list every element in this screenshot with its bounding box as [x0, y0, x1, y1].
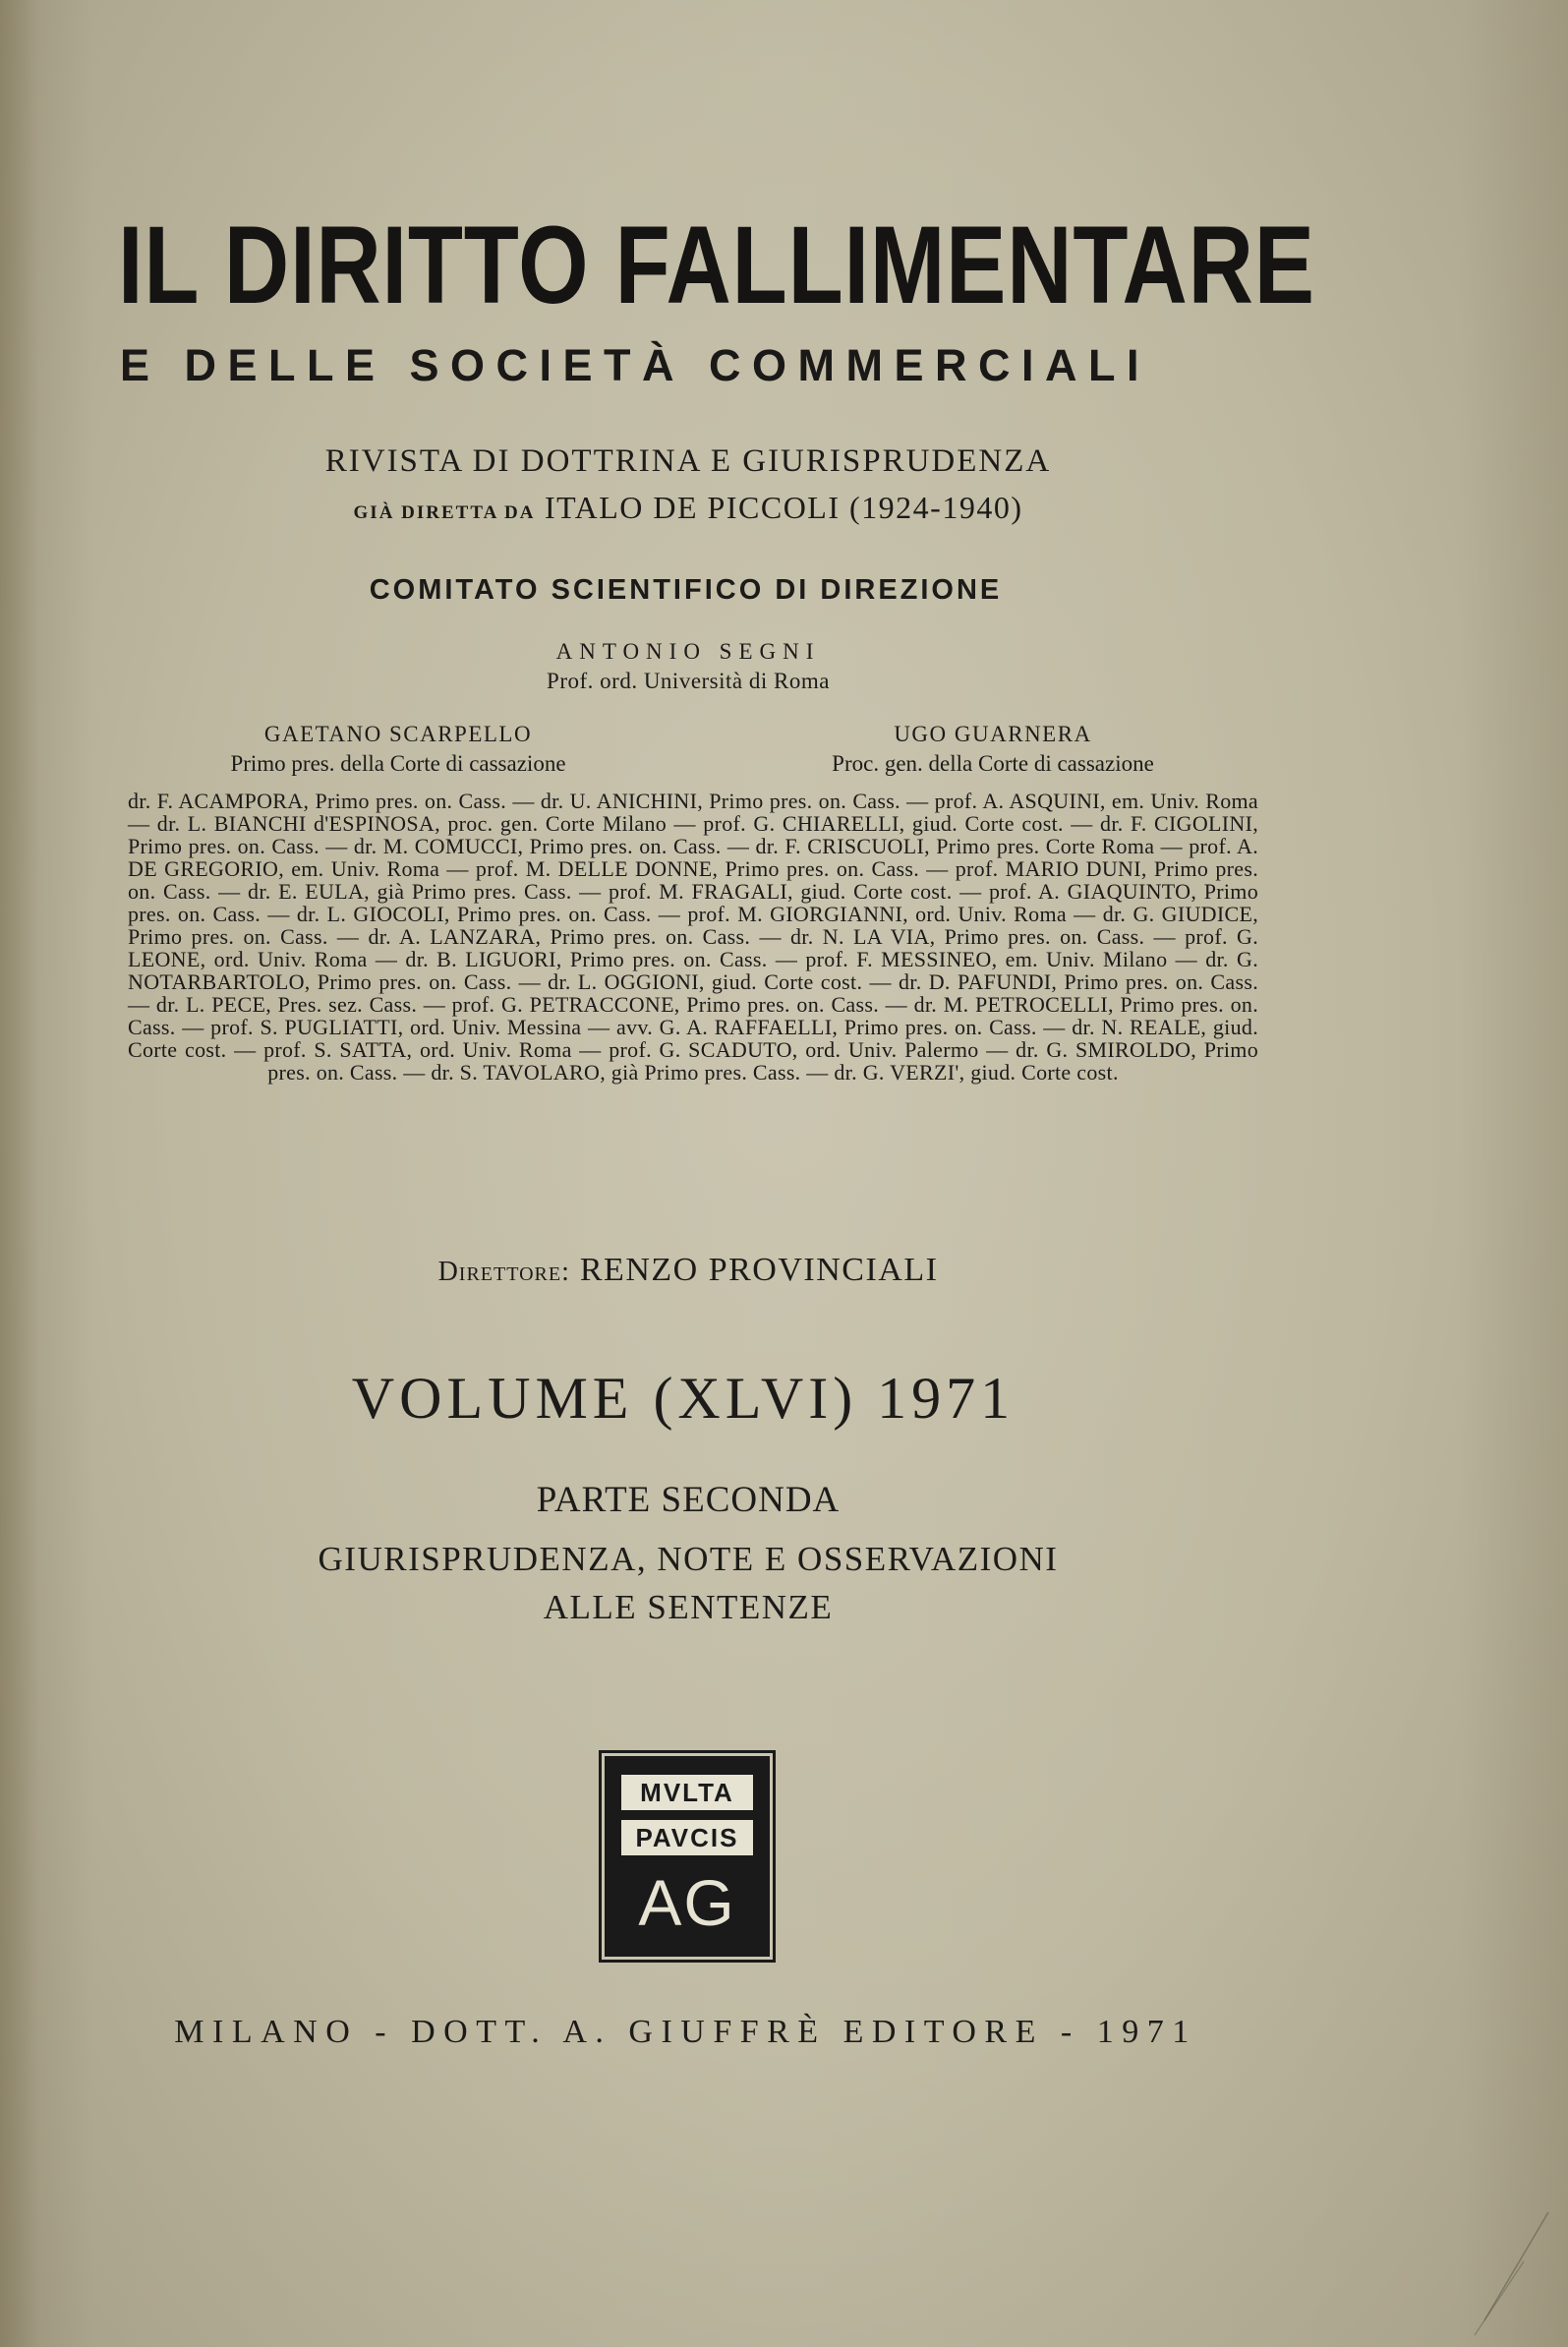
former-direction-line: [0, 487, 1376, 534]
committee-left-role: Primo pres. della Corte di cassazione: [230, 751, 566, 776]
publisher-logo: [605, 1756, 770, 1957]
journal-title: IL DIRITTO FALLIMENTARE: [118, 204, 1315, 326]
committee-left-name: GAETANO SCARPELLO: [263, 722, 533, 746]
committee-heading: COMITATO SCIENTIFICO DI DIREZIONE: [369, 574, 1003, 606]
former-direction-label: GIÀ DIRETTA DA: [353, 502, 536, 523]
director-name: RENZO PROVINCIALI: [579, 1252, 939, 1288]
committee-left-column: [152, 720, 644, 779]
committee-president-role: Prof. ord. Università di Roma: [547, 669, 830, 693]
logo-line-2: PAVCIS: [621, 1820, 753, 1855]
publisher-line: MILANO - DOTT. A. GIUFFRÈ EDITORE - 1971: [174, 2014, 1197, 2050]
journal-subtitle: E DELLE SOCIETÀ COMMERCIALI: [120, 340, 1151, 390]
volume-part: PARTE SECONDA: [536, 1480, 841, 1520]
committee-members-list: dr. F. ACAMPORA, Primo pres. on. Cass. — dr. U. ANICHINI, Primo pres. on. Cass. — prof. A. ASQUINI, em. Univ. Roma — dr. L. BIANCHI d'ESPINOSA, proc. gen. Corte Milano — prof. G. CHIARELLI, giud. Corte cost. — dr. F. CIGOLINI, Primo pres. on. Cass. — dr. M. COMUCCI, Primo pres. on. Cass. — dr. F. CRISCUOLI, Primo pres. Corte Roma — prof. A. DE GREGORIO, em. Univ. Roma — prof. M. DELLE DONNE, Primo pres. on. Cass. — prof. MARIO DUNI, Primo pres. on. Cass. — dr. E. EULA, già Primo pres. Cass. — prof. M. FRAGALI, giud. Corte cost. — prof. A. GIAQUINTO, Primo pres. on. Cass. — dr. L. GIOCOLI, Primo pres. on. Cass. — prof. M. GIORGIANNI, ord. Univ. Roma — dr. G. GIUDICE, Primo pres. on. Cass. — dr. A. LANZARA, Primo pres. on. Cass. — dr. N. LA VIA, Primo pres. on. Cass. — prof. G. LEONE, ord. Univ. Roma — dr. B. LIGUORI, Primo pres. on. Cass. — prof. F. MESSINEO, em. Univ. Milano — dr. G. NOTARBARTOLO, Primo pres. on. Cass. — dr. L. OGGIONI, giud. Corte cost. — dr. D. PAFUNDI, Primo pres. on. Cass. — dr. L. PECE, Pres. sez. Cass. — prof. G. PETRACCONE, Primo pres. on. Cass. — dr. M. PETROCELLI, Primo pres. on. Cass. — prof. S. PUGLIATTI, ord. Univ. Messina — avv. G. A. RAFFAELLI, Primo pres. on. Cass. — dr. N. REALE, giud. Corte cost. — prof. S. SATTA, ord. Univ. Roma — prof. G. SCADUTO, ord. Univ. Palermo — dr. G. SMIROLDO, Primo pres. on. Cass. — dr. S. TAVOLARO, già Primo pres. Cass. — dr. G. VERZI', giud. Corte cost.: [128, 789, 1258, 1085]
logo-line-1: MVLTA: [621, 1775, 753, 1810]
committee-right-role: Proc. gen. della Corte di cassazione: [832, 751, 1154, 776]
director-line: [0, 1249, 1376, 1294]
logo-line-3: AG: [638, 1866, 736, 1939]
volume-content-line-2: ALLE SENTENZE: [543, 1588, 834, 1626]
committee-president-name: ANTONIO SEGNI: [555, 639, 821, 664]
former-director-years: (1924-1940): [849, 490, 1023, 525]
journal-type: RIVISTA DI DOTTRINA E GIURISPRUDENZA: [324, 443, 1052, 479]
volume-content-line-1: GIURISPRUDENZA, NOTE E OSSERVAZIONI: [318, 1540, 1059, 1578]
pencil-mark-icon: [1465, 2202, 1563, 2340]
committee-right-name: UGO GUARNERA: [894, 722, 1092, 746]
director-label: Direttore:: [437, 1257, 570, 1287]
volume-title: VOLUME (XLVI) 1971: [351, 1366, 1016, 1431]
former-director-name: ITALO DE PICCOLI: [544, 490, 841, 525]
committee-right-column: [747, 720, 1239, 779]
